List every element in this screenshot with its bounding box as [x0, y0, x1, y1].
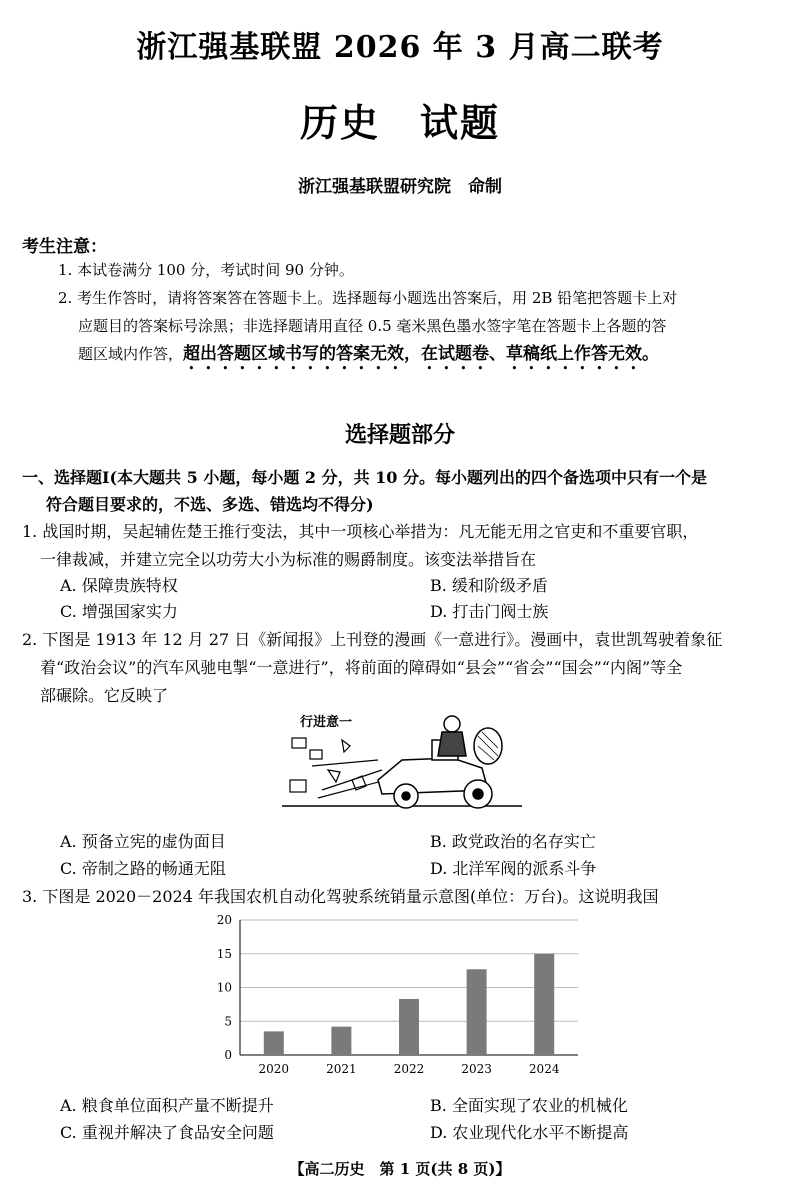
cartoon-title: 一意进行	[299, 715, 352, 730]
q1-line2: 一律裁减，并建立完全以功劳大小为标准的赐爵制度。该变法举措旨在	[40, 550, 537, 569]
notice-heading: 考生注意：	[22, 237, 107, 257]
section-title: 选择题部分	[344, 422, 455, 448]
q1-option-c: C. 增强国家实力	[60, 602, 178, 621]
bar-2022	[399, 999, 419, 1055]
notice-emphasis: 超出答题区域书写的答案无效，在试题卷、草稿纸上作答无效。	[183, 344, 660, 364]
bar-2024	[534, 954, 554, 1055]
q3-option-b: B. 全面实现了农业的机械化	[430, 1096, 628, 1115]
q2-option-d: D. 北洋军阀的派系斗争	[430, 859, 597, 878]
exam-title: 浙江强基联盟 2026 年 3 月高二联考	[136, 30, 664, 65]
q2-line2: 着“政治会议”的汽车风驰电掣“一意进行”，将前面的障碍如“县会”“省会”“国会”“内阁”等全	[40, 658, 683, 677]
y-tick-label: 10	[216, 980, 232, 995]
q2-option-c: C. 帝制之路的畅通无阻	[60, 859, 226, 878]
q3-option-d: D. 农业现代化水平不断提高	[430, 1123, 629, 1142]
q1-option-a: A. 保障贵族特权	[60, 576, 178, 595]
notice-item-2-line3-text: 题区域内作答，	[78, 345, 184, 363]
q1-line1: 1. 战国时期，吴起辅佐楚王推行变法，其中一项核心举措为：凡无能无用之官吏和不重要官职，	[22, 522, 699, 541]
subject-title: 历史 试题	[299, 100, 500, 145]
notice-item-1: 1. 本试卷满分 100 分，考试时间 90 分钟。	[58, 261, 354, 279]
q2-line1: 2. 下图是 1913 年 12 月 27 日《新闻报》上刊登的漫画《一意进行》。漫画中，袁世凯驾驶着象征	[22, 630, 723, 649]
bar-2021	[331, 1027, 351, 1055]
q3-option-c: C. 重视并解决了食品安全问题	[60, 1123, 274, 1142]
x-tick-label: 2021	[326, 1062, 357, 1076]
issuer: 浙江强基联盟研究院 命制	[298, 177, 502, 197]
y-tick-label: 15	[216, 946, 232, 961]
x-tick-label: 2024	[528, 1062, 560, 1076]
q3-line1: 3. 下图是 2020－2024 年我国农机自动化驾驶系统销量示意图(单位：万台)。这说明我国	[22, 887, 659, 906]
x-tick-label: 2023	[461, 1062, 492, 1076]
q1-option-d: D. 打击门阀士族	[430, 602, 549, 621]
part1-line2: 符合题目要求的，不选、多选、错选均不得分)	[46, 495, 374, 514]
y-tick-label: 0	[224, 1048, 232, 1062]
notice-item-2-line1: 2. 考生作答时，请将答案答在答题卡上。选择题每小题选出答案后，用 2B 铅笔把答题卡上对	[58, 289, 678, 307]
part1-instructions	[22, 464, 782, 518]
bar-2020	[264, 1031, 284, 1055]
sales-bar-chart	[200, 910, 600, 1080]
q2-option-b: B. 政党政治的名存实亡	[430, 832, 596, 851]
y-tick-label: 5	[224, 1014, 232, 1029]
q3-option-a: A. 粮食单位面积产量不断提升	[60, 1096, 274, 1115]
bar-2023	[467, 969, 487, 1055]
notice-item-2-line2: 应题目的答案标号涂黑；非选择题请用直径 0.5 毫米黑色墨水签字笔在答题卡上各题的答	[78, 317, 667, 335]
part1-line1: 一、选择题Ⅰ(本大题共 5 小题，每小题 2 分，共 10 分。每小题列出的四个备选项中只有一个是	[22, 468, 708, 487]
cartoon-debris	[290, 738, 386, 798]
y-tick-label: 20	[216, 913, 232, 927]
q2-option-a: A. 预备立宪的虚伪面目	[60, 832, 226, 851]
q2-line3: 部碾除。它反映了	[40, 686, 169, 705]
page-footer: 【高二历史 第 1 页(共 8 页)】	[289, 1160, 511, 1178]
x-tick-label: 2022	[393, 1062, 425, 1076]
q1-option-b: B. 缓和阶级矛盾	[430, 576, 548, 595]
notice-item-2-line3	[78, 340, 659, 374]
cartoon-illustration	[282, 710, 522, 822]
x-tick-label: 2020	[258, 1062, 290, 1076]
